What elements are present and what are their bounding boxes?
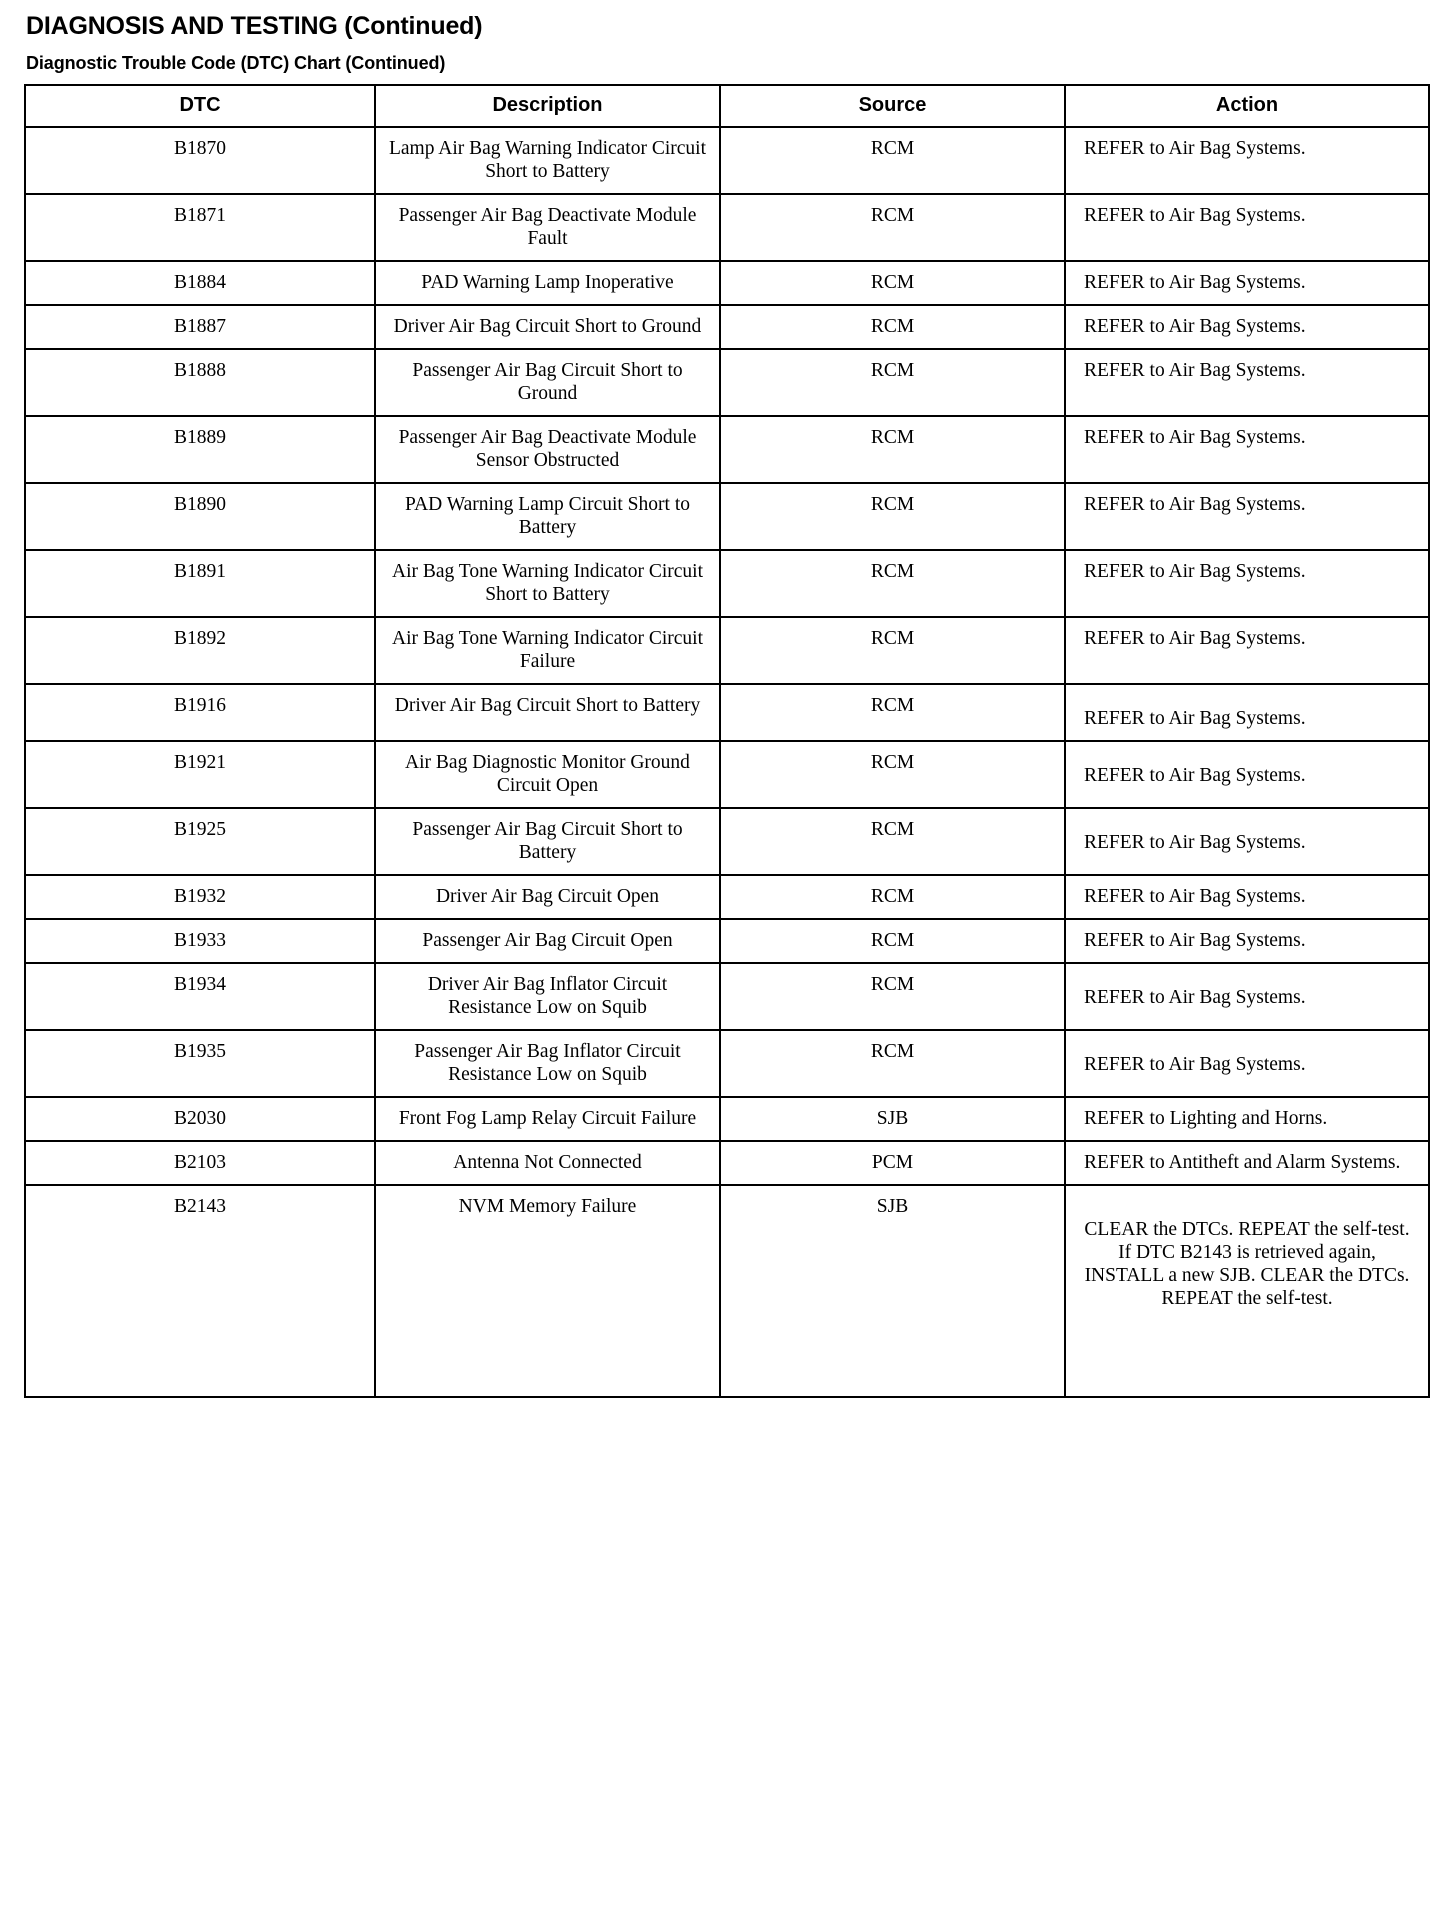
cell-source-text: RCM — [870, 138, 915, 159]
cell-action-text: REFER to Air Bag Systems. — [1084, 360, 1306, 381]
cell-description-text: PAD Warning Lamp Inoperative — [421, 272, 674, 293]
cell-dtc — [25, 194, 375, 261]
cell-dtc-text: B1890 — [173, 494, 226, 515]
cell-dtc-text: B1887 — [173, 316, 226, 337]
cell-action — [1065, 963, 1429, 1030]
cell-source — [720, 416, 1065, 483]
column-header-action: Action — [1065, 85, 1429, 127]
cell-action-text: REFER to Antitheft and Alarm Systems. — [1084, 1152, 1401, 1173]
cell-action — [1065, 305, 1429, 349]
cell-description — [375, 127, 720, 194]
cell-description — [375, 808, 720, 875]
cell-dtc — [25, 875, 375, 919]
table-row — [25, 1030, 1429, 1097]
cell-action — [1065, 919, 1429, 963]
cell-source — [720, 875, 1065, 919]
cell-dtc-text: B1884 — [173, 272, 226, 293]
cell-action — [1065, 261, 1429, 305]
cell-source-text: RCM — [870, 819, 915, 840]
cell-action — [1065, 741, 1429, 808]
page-title: DIAGNOSIS AND TESTING (Continued) — [26, 12, 483, 40]
cell-description — [375, 919, 720, 963]
cell-source-text: RCM — [870, 316, 915, 337]
cell-action-text: REFER to Air Bag Systems. — [1084, 1054, 1306, 1075]
page-subtitle: Diagnostic Trouble Code (DTC) Chart (Continued) — [26, 53, 446, 73]
cell-source-text: RCM — [870, 205, 915, 226]
cell-dtc-text: B1934 — [173, 974, 226, 995]
cell-dtc — [25, 919, 375, 963]
cell-action — [1065, 1185, 1429, 1397]
cell-source-text: RCM — [870, 1041, 915, 1062]
cell-source — [720, 261, 1065, 305]
table-row — [25, 1097, 1429, 1141]
cell-source — [720, 483, 1065, 550]
cell-action-text: REFER to Air Bag Systems. — [1084, 138, 1306, 159]
cell-dtc — [25, 550, 375, 617]
cell-description — [375, 416, 720, 483]
cell-source — [720, 127, 1065, 194]
cell-description — [375, 1185, 720, 1397]
cell-action-text: CLEAR the DTCs. REPEAT the self-test. If DTC B2143 is retrieved again, INSTALL a new SJB. CLEAR the DTCs. REPEAT the self-test. — [1084, 1219, 1410, 1309]
table-row — [25, 194, 1429, 261]
cell-source — [720, 305, 1065, 349]
cell-dtc — [25, 261, 375, 305]
cell-source — [720, 617, 1065, 684]
cell-description — [375, 1141, 720, 1185]
table-row — [25, 684, 1429, 741]
table-row — [25, 963, 1429, 1030]
cell-source — [720, 963, 1065, 1030]
cell-description — [375, 684, 720, 741]
cell-dtc — [25, 1141, 375, 1185]
cell-description-text: Passenger Air Bag Circuit Short to Ground — [412, 360, 683, 404]
cell-action-text: REFER to Air Bag Systems. — [1084, 628, 1306, 649]
cell-action — [1065, 617, 1429, 684]
table-row — [25, 741, 1429, 808]
cell-source-text: RCM — [870, 752, 915, 773]
cell-source-text: RCM — [870, 930, 915, 951]
cell-description-text: Driver Air Bag Circuit Short to Battery — [394, 695, 701, 716]
table-row — [25, 1141, 1429, 1185]
cell-description — [375, 1030, 720, 1097]
cell-action — [1065, 127, 1429, 194]
cell-description — [375, 875, 720, 919]
cell-action-text: REFER to Air Bag Systems. — [1084, 272, 1306, 293]
cell-source-text: RCM — [870, 272, 915, 293]
cell-source-text: SJB — [876, 1196, 909, 1217]
cell-source — [720, 194, 1065, 261]
cell-description-text: Passenger Air Bag Deactivate Module Fault — [398, 205, 697, 249]
cell-action-text: REFER to Air Bag Systems. — [1084, 987, 1306, 1008]
cell-action — [1065, 808, 1429, 875]
cell-dtc-text: B1933 — [173, 930, 226, 951]
cell-source — [720, 808, 1065, 875]
table-row — [25, 919, 1429, 963]
cell-action-text: REFER to Air Bag Systems. — [1084, 427, 1306, 448]
cell-dtc-text: B2030 — [173, 1108, 226, 1129]
cell-dtc — [25, 1185, 375, 1397]
cell-dtc-text: B2103 — [173, 1152, 226, 1173]
cell-source-text: SJB — [876, 1108, 909, 1129]
table-row — [25, 808, 1429, 875]
cell-source-text: RCM — [870, 494, 915, 515]
cell-description — [375, 305, 720, 349]
cell-action — [1065, 194, 1429, 261]
cell-dtc-text: B1870 — [173, 138, 226, 159]
cell-source — [720, 349, 1065, 416]
cell-dtc-text: B1925 — [173, 819, 226, 840]
cell-source — [720, 550, 1065, 617]
cell-dtc-text: B1888 — [173, 360, 226, 381]
cell-description-text: NVM Memory Failure — [458, 1196, 637, 1217]
cell-action — [1065, 349, 1429, 416]
cell-dtc-text: B1871 — [173, 205, 226, 226]
cell-dtc — [25, 305, 375, 349]
cell-description-text: Air Bag Tone Warning Indicator Circuit Failure — [392, 628, 703, 672]
cell-description — [375, 963, 720, 1030]
cell-dtc — [25, 349, 375, 416]
cell-action-text: REFER to Air Bag Systems. — [1084, 561, 1306, 582]
cell-description — [375, 741, 720, 808]
cell-source-text: RCM — [870, 695, 915, 716]
cell-action — [1065, 550, 1429, 617]
cell-action-text: REFER to Lighting and Horns. — [1084, 1108, 1328, 1129]
cell-source — [720, 684, 1065, 741]
cell-description-text: Air Bag Tone Warning Indicator Circuit Short to Battery — [392, 561, 703, 605]
cell-source-text: RCM — [870, 628, 915, 649]
cell-source-text: RCM — [870, 427, 915, 448]
cell-action-text: REFER to Air Bag Systems. — [1084, 494, 1306, 515]
table-header-row — [25, 85, 1429, 127]
cell-action — [1065, 416, 1429, 483]
cell-source — [720, 741, 1065, 808]
cell-source-text: PCM — [871, 1152, 914, 1173]
cell-action-text: REFER to Air Bag Systems. — [1084, 708, 1306, 729]
table-row — [25, 127, 1429, 194]
table-header — [25, 85, 1429, 127]
dtc-chart-table — [24, 84, 1430, 1398]
cell-description — [375, 550, 720, 617]
cell-action — [1065, 1030, 1429, 1097]
cell-action-text: REFER to Air Bag Systems. — [1084, 316, 1306, 337]
cell-dtc-text: B1892 — [173, 628, 226, 649]
cell-description-text: Driver Air Bag Inflator Circuit Resistance Low on Squib — [427, 974, 668, 1018]
cell-dtc — [25, 963, 375, 1030]
cell-source-text: RCM — [870, 360, 915, 381]
cell-source — [720, 1185, 1065, 1397]
cell-action-text: REFER to Air Bag Systems. — [1084, 205, 1306, 226]
cell-action-text: REFER to Air Bag Systems. — [1084, 765, 1306, 786]
cell-description-text: Passenger Air Bag Circuit Open — [422, 930, 673, 951]
table-row — [25, 1185, 1429, 1397]
cell-description-text: Antenna Not Connected — [453, 1152, 642, 1173]
table-body — [25, 127, 1429, 1397]
table-row — [25, 261, 1429, 305]
cell-dtc — [25, 617, 375, 684]
cell-description — [375, 194, 720, 261]
cell-description — [375, 617, 720, 684]
cell-action — [1065, 1097, 1429, 1141]
column-header-source: Source — [720, 85, 1065, 127]
cell-dtc-text: B1889 — [173, 427, 226, 448]
cell-description-text: Driver Air Bag Circuit Open — [435, 886, 660, 907]
cell-description-text: Passenger Air Bag Circuit Short to Battery — [412, 819, 683, 863]
cell-dtc — [25, 741, 375, 808]
table-row — [25, 305, 1429, 349]
column-header-description: Description — [375, 85, 720, 127]
cell-description-text: Air Bag Diagnostic Monitor Ground Circuit Open — [405, 752, 690, 796]
cell-action-text: REFER to Air Bag Systems. — [1084, 930, 1306, 951]
cell-source-text: RCM — [870, 561, 915, 582]
cell-action — [1065, 875, 1429, 919]
cell-source — [720, 1141, 1065, 1185]
cell-dtc — [25, 1097, 375, 1141]
cell-description-text: Lamp Air Bag Warning Indicator Circuit Short to Battery — [388, 138, 707, 182]
cell-dtc — [25, 1030, 375, 1097]
cell-dtc — [25, 483, 375, 550]
cell-source — [720, 1097, 1065, 1141]
cell-source-text: RCM — [870, 886, 915, 907]
cell-dtc-text: B2143 — [173, 1196, 226, 1217]
cell-dtc — [25, 416, 375, 483]
cell-dtc-text: B1921 — [173, 752, 226, 773]
cell-description — [375, 1097, 720, 1141]
table-row — [25, 617, 1429, 684]
cell-source — [720, 1030, 1065, 1097]
cell-source-text: RCM — [870, 974, 915, 995]
cell-description-text: Passenger Air Bag Deactivate Module Sensor Obstructed — [398, 427, 697, 471]
cell-description-text: Driver Air Bag Circuit Short to Ground — [393, 316, 702, 337]
cell-action — [1065, 1141, 1429, 1185]
cell-dtc — [25, 684, 375, 741]
table-row — [25, 416, 1429, 483]
cell-description-text: Front Fog Lamp Relay Circuit Failure — [398, 1108, 697, 1129]
cell-dtc-text: B1891 — [173, 561, 226, 582]
cell-description — [375, 349, 720, 416]
cell-action-text: REFER to Air Bag Systems. — [1084, 832, 1306, 853]
cell-description-text: PAD Warning Lamp Circuit Short to Battery — [405, 494, 690, 538]
column-header-dtc: DTC — [25, 85, 375, 127]
cell-action — [1065, 483, 1429, 550]
table-row — [25, 349, 1429, 416]
table-row — [25, 483, 1429, 550]
cell-action — [1065, 684, 1429, 741]
cell-dtc-text: B1916 — [173, 695, 226, 716]
cell-description-text: Passenger Air Bag Inflator Circuit Resistance Low on Squib — [414, 1041, 681, 1085]
cell-dtc — [25, 127, 375, 194]
cell-dtc — [25, 808, 375, 875]
cell-dtc-text: B1932 — [173, 886, 226, 907]
cell-action-text: REFER to Air Bag Systems. — [1084, 886, 1306, 907]
cell-description — [375, 483, 720, 550]
table-row — [25, 875, 1429, 919]
cell-source — [720, 919, 1065, 963]
table-row — [25, 550, 1429, 617]
cell-dtc-text: B1935 — [173, 1041, 226, 1062]
cell-description — [375, 261, 720, 305]
